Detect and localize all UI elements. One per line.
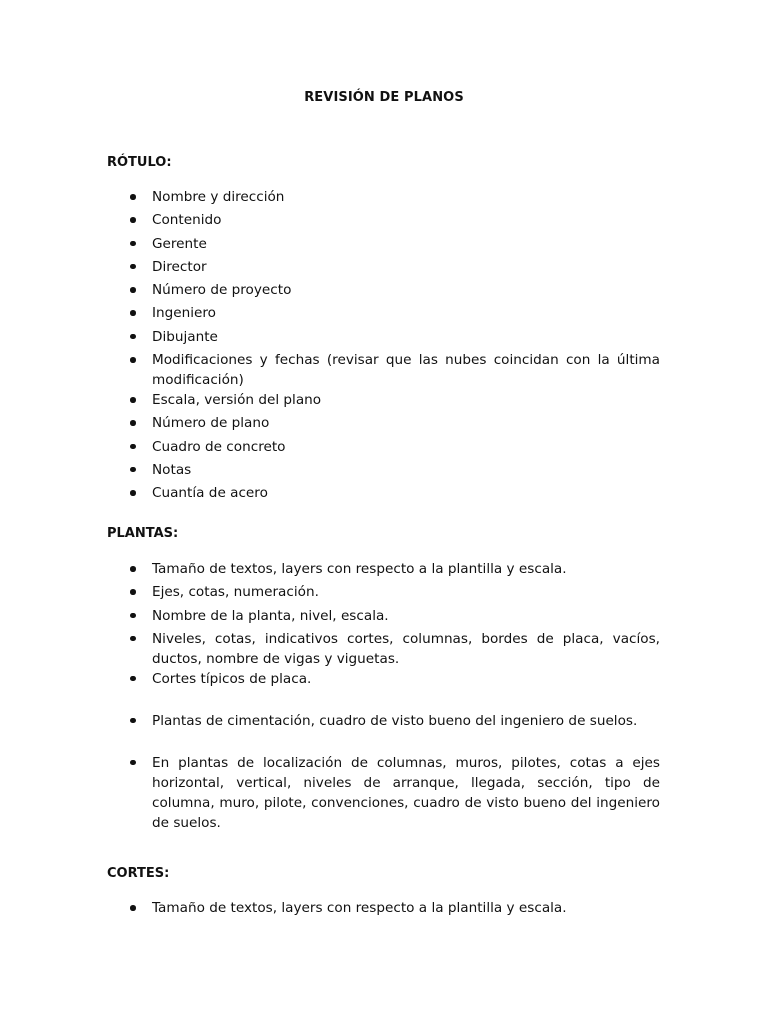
- list-item: Director: [152, 257, 660, 277]
- document-title: REVISIÓN DE PLANOS: [304, 90, 464, 105]
- rotulo-list: [0, 187, 768, 507]
- list-item: Número de plano: [152, 413, 660, 433]
- list-item: Tamaño de textos, layers con respecto a la plantilla y escala.: [152, 898, 660, 918]
- list-item: Número de proyecto: [152, 280, 660, 300]
- section-heading-rotulo: RÓTULO:: [107, 155, 172, 170]
- list-item: Notas: [152, 460, 660, 480]
- list-item: Escala, versión del plano: [152, 390, 660, 410]
- list-item: Cortes típicos de placa.: [152, 669, 660, 689]
- list-item: Nombre de la planta, nivel, escala.: [152, 606, 660, 626]
- plantas-list: [0, 559, 768, 836]
- list-item: Dibujante: [152, 327, 660, 347]
- list-item: Niveles, cotas, indicativos cortes, columnas, bordes de placa, vacíos, ductos, nombre de vigas y viguetas.: [152, 630, 660, 667]
- list-item: Plantas de cimentación, cuadro de visto bueno del ingeniero de suelos.: [152, 711, 660, 731]
- list-item: Ingeniero: [152, 303, 660, 323]
- list-item: Nombre y dirección: [152, 187, 660, 207]
- section-heading-cortes: CORTES:: [107, 866, 170, 881]
- list-item: Gerente: [152, 234, 660, 254]
- list-item: Tamaño de textos, layers con respecto a la plantilla y escala.: [152, 559, 660, 579]
- section-heading-plantas: PLANTAS:: [107, 526, 179, 541]
- list-item: Modificaciones y fechas (revisar que las nubes coincidan con la última modificación): [152, 352, 660, 389]
- list-item: Cuantía de acero: [152, 483, 660, 503]
- list-item: Contenido: [152, 210, 660, 230]
- list-item: Ejes, cotas, numeración.: [152, 582, 660, 602]
- list-item: Cuadro de concreto: [152, 437, 660, 457]
- cortes-list: [0, 898, 768, 921]
- list-item: En plantas de localización de columnas, muros, pilotes, cotas a ejes horizontal, vertical, niveles de arranque, llegada, sección, tipo de columna, muro, pilote, convenciones, cuadro de visto bueno del ingeniero de suelos.: [152, 754, 660, 831]
